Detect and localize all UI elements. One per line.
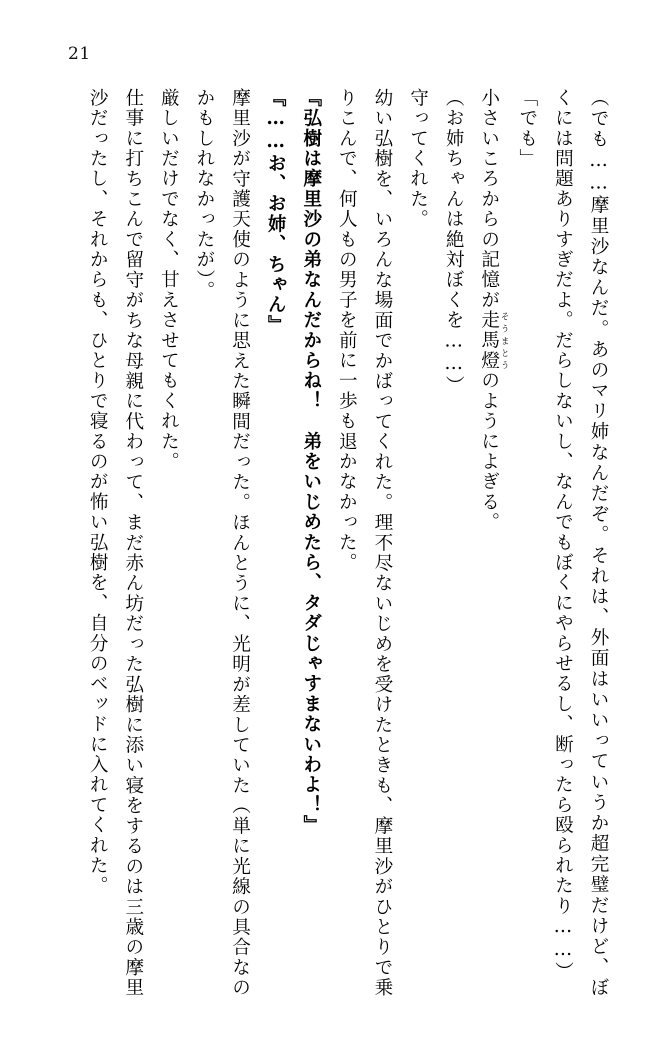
body-text — [46, 88, 616, 998]
paragraph: 厳しいだけでなく、甘えさせてもくれた。 — [158, 88, 180, 472]
paragraph: 「でも」 — [516, 88, 538, 169]
paragraph: 摩里沙が守護天使のように思えた瞬間だった。ほんとうに、光明が差していた（単に光線の具合なのかもしれなかったが）。 — [193, 88, 251, 998]
paragraph: （でも……摩里沙なんだ。あのマリ姉なんだぞ。それは、外面はいいっていうか超完璧だけど、ぼくには問題ありすぎだよ。だらしないし、なんでもぼくにやらせるし、断ったら殴られたり……） — [552, 88, 609, 998]
dialogue-line: 『弘樹は摩里沙の弟なんだからね！ 弟をいじめたら、タダじゃすまないわよ！』 — [300, 88, 322, 836]
paragraph: （お姉ちゃんは絶対ぼくを……） — [443, 88, 465, 396]
page-number: 21 — [68, 44, 91, 64]
paragraph: 守ってくれた。 — [407, 88, 429, 230]
paragraph: 仕事に打ちこんで留守がちな母親に代わって、まだ赤ん坊だった弘樹に添い寝をするのは三歳の摩里沙だったし、それからも、ひとりで寝るのが怖い弘樹を、自分のベッドに入れてくれた。 — [87, 88, 144, 998]
paragraph: 幼い弘樹を、いろんな場面でかばってくれた。理不尽ないじめを受けたときも、摩里沙がひとりで乗りこんで、何人もの男子を前に一歩も退かなかった。 — [336, 88, 393, 998]
dialogue-line: 『……お、お姉、ちゃん』 — [265, 88, 287, 336]
ruby-soumatou: 走馬燈 そうまとう — [478, 310, 510, 371]
paragraph-with-ruby: 小さいころからの記憶が走馬燈 そうまとうのようによぎる。 — [478, 88, 510, 533]
